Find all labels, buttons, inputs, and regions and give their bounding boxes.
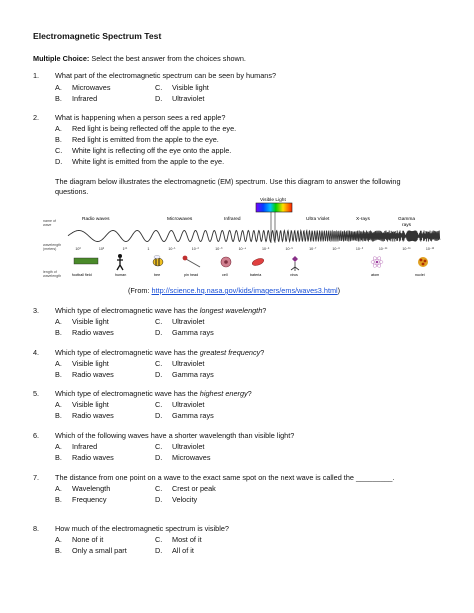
- object-label: cell: [222, 273, 228, 277]
- wavelength-tick-label: 10²: [98, 247, 105, 251]
- option-d-text: White light is emitted from the apple to the eye.: [72, 157, 225, 166]
- bacteria-icon: [251, 257, 264, 267]
- band-gamma-rays: rays: [402, 223, 412, 228]
- option-b-letter: B.: [55, 453, 62, 462]
- option-c-letter: C.: [155, 359, 163, 368]
- diagram-caption: [128, 286, 340, 295]
- option-c-letter: C.: [155, 442, 163, 451]
- question-number: 1.: [33, 71, 40, 80]
- option-a-letter: A.: [55, 359, 62, 368]
- em-spectrum-diagram: [40, 195, 450, 285]
- football-field-icon: [74, 258, 98, 264]
- wavelength-tick-label: 10⁻¹: [168, 247, 176, 251]
- option-c-text: Most of it: [172, 535, 202, 544]
- wavelength-tick-label: 10⁻⁷: [309, 247, 317, 251]
- option-d-text: All of it: [172, 546, 194, 555]
- virus-icon: [291, 256, 299, 271]
- band-xrays: X-rays: [356, 217, 370, 222]
- option-d-letter: D.: [55, 157, 63, 166]
- nuclei-icon: [418, 257, 428, 267]
- option-a-text: Infrared: [72, 442, 98, 451]
- option-a-text: Visible light: [72, 400, 109, 409]
- question-text: Which type of electromagnetic wave has the highest energy?: [55, 389, 252, 398]
- option-a-text: Red light is being reflected off the apple to the eye.: [72, 124, 237, 133]
- option-a-letter: A.: [55, 535, 62, 544]
- option-c-text: Ultraviolet: [172, 442, 205, 451]
- visible-light-band: [256, 203, 292, 212]
- option-b-letter: B.: [55, 546, 62, 555]
- object-label: pin head: [184, 273, 199, 277]
- wave-line: [68, 231, 440, 242]
- option-d-text: Gamma rays: [172, 328, 214, 337]
- option-c-text: Visible light: [172, 83, 209, 92]
- option-a-text: Visible light: [72, 317, 109, 326]
- band-ultraviolet: Ultra Violet: [306, 217, 330, 222]
- row-label-length: length of wavelength: [43, 270, 62, 278]
- option-a-letter: A.: [55, 484, 62, 493]
- object-label: nuclei: [415, 273, 425, 277]
- band-infrared: Infrared: [224, 217, 241, 222]
- object-label: bateria: [250, 273, 262, 277]
- question-text: Which type of electromagnetic wave has the longest wavelength?: [55, 306, 267, 315]
- wavelength-tick-label: 10⁻⁵: [262, 247, 270, 251]
- option-a-letter: A.: [55, 83, 62, 92]
- instructions-label: Multiple Choice:: [33, 54, 90, 63]
- question-number: 7.: [33, 473, 40, 482]
- option-b-letter: B.: [55, 135, 62, 144]
- option-d-letter: D.: [155, 495, 163, 504]
- question-text: Which of the following waves have a shorter wavelength than visible light?: [55, 431, 295, 440]
- page-title: Electromagnetic Spectrum Test: [33, 31, 162, 41]
- band-gamma: Gamma: [398, 217, 416, 222]
- option-d-letter: D.: [155, 370, 163, 379]
- option-c-letter: C.: [155, 535, 163, 544]
- instructions: [33, 54, 246, 63]
- option-a-letter: A.: [55, 124, 62, 133]
- question-number: 4.: [33, 348, 40, 357]
- wavelength-tick-label: 10⁻⁸: [332, 247, 340, 251]
- row-label-name: name of wave: [43, 219, 56, 227]
- wavelength-tick-label: 10³: [75, 247, 81, 251]
- wavelength-tick-label: 10⁻¹²: [425, 247, 435, 251]
- instructions-text: Select the best answer from the choices shown.: [89, 54, 246, 63]
- option-d-letter: D.: [155, 94, 163, 103]
- wavelength-tick-label: 10⁻⁹: [355, 247, 364, 251]
- bee-icon: [153, 255, 163, 266]
- option-c-letter: C.: [155, 83, 163, 92]
- question-number: 3.: [33, 306, 40, 315]
- option-c-letter: C.: [155, 484, 163, 493]
- cell-icon: [221, 257, 231, 267]
- option-c-letter: C.: [155, 400, 163, 409]
- question-text: Which type of electromagnetic wave has the greatest frequency?: [55, 348, 265, 357]
- object-label: football field: [72, 273, 92, 277]
- option-b-text: Frequency: [72, 495, 107, 504]
- option-b-text: Radio waves: [72, 453, 114, 462]
- option-d-text: Gamma rays: [172, 370, 214, 379]
- wavelength-tick-label: 1⁰¹: [122, 247, 128, 251]
- option-d-text: Gamma rays: [172, 411, 214, 420]
- option-d-text: Velocity: [172, 495, 198, 504]
- source-link[interactable]: http://science.hq.nasa.gov/kids/imagers/ems/waves3.html: [151, 286, 338, 295]
- option-c-letter: C.: [55, 146, 63, 155]
- question-number: 8.: [33, 524, 40, 533]
- wavelength-tick-label: 10⁻⁶: [285, 247, 293, 251]
- option-c-text: Ultraviolet: [172, 317, 205, 326]
- wavelength-ticks: [75, 247, 435, 251]
- wavelength-tick-label: 10⁻¹⁰: [378, 247, 388, 251]
- option-a-text: Visible light: [72, 359, 109, 368]
- row-label-wavelength: wavelength (meters): [43, 243, 62, 251]
- option-b-letter: B.: [55, 495, 62, 504]
- option-a-letter: A.: [55, 442, 62, 451]
- option-c-letter: C.: [155, 317, 163, 326]
- option-c-text: Ultraviolet: [172, 359, 205, 368]
- option-d-letter: D.: [155, 411, 163, 420]
- question-text: The distance from one point on a wave to the exact same spot on the next wave is called the _________.: [55, 473, 395, 482]
- caption-suffix: ): [337, 286, 341, 295]
- option-d-letter: D.: [155, 546, 163, 555]
- object-label: atom: [371, 273, 380, 277]
- option-b-text: Infrared: [72, 94, 98, 103]
- object-label: human: [115, 273, 127, 277]
- option-b-letter: B.: [55, 370, 62, 379]
- option-a-text: None of it: [72, 535, 104, 544]
- caption-prefix: (From:: [128, 286, 152, 295]
- wavelength-tick-label: 10⁻³: [215, 247, 223, 251]
- option-b-text: Red light is emitted from the apple to the eye.: [72, 135, 219, 144]
- question-text: How much of the electromagnetic spectrum is visible?: [55, 524, 229, 533]
- option-d-letter: D.: [155, 328, 163, 337]
- atom-icon: [371, 256, 383, 269]
- question-text: What part of the electromagnetic spectrum can be seen by humans?: [55, 71, 277, 80]
- human-icon: [117, 254, 123, 270]
- option-c-text: White light is reflecting off the eye onto the apple.: [72, 146, 232, 155]
- option-d-text: Microwaves: [172, 453, 211, 462]
- option-b-text: Radio waves: [72, 370, 114, 379]
- object-label: bee: [154, 273, 161, 277]
- option-c-text: Ultraviolet: [172, 400, 205, 409]
- object-icons: [74, 254, 428, 271]
- option-a-letter: A.: [55, 400, 62, 409]
- wavelength-tick-label: 10⁻²: [191, 247, 199, 251]
- option-b-text: Only a small part: [72, 546, 127, 555]
- option-a-text: Microwaves: [72, 83, 111, 92]
- wavelength-tick-label: 1: [147, 247, 150, 251]
- option-d-text: Ultraviolet: [172, 94, 205, 103]
- option-b-text: Radio waves: [72, 328, 114, 337]
- pin-head-icon: [183, 256, 200, 267]
- object-label: virus: [290, 273, 298, 277]
- option-c-text: Crest or peak: [172, 484, 216, 493]
- question-number: 6.: [33, 431, 40, 440]
- band-radio: Radio waves: [82, 217, 110, 222]
- wavelength-tick-label: 10⁻⁴: [238, 247, 247, 251]
- band-microwaves: Microwaves: [167, 217, 193, 222]
- option-d-letter: D.: [155, 453, 163, 462]
- option-b-text: Radio waves: [72, 411, 114, 420]
- option-a-letter: A.: [55, 317, 62, 326]
- option-b-letter: B.: [55, 411, 62, 420]
- diagram-intro: The diagram below illustrates the electromagnetic (EM) spectrum. Use this diagram to answer the following: [55, 177, 401, 186]
- diagram-intro-2: questions.: [55, 187, 89, 196]
- question-number: 2.: [33, 113, 40, 122]
- question-text: What is happening when a person sees a red apple?: [55, 113, 226, 122]
- wavelength-tick-label: 10⁻¹¹: [402, 247, 411, 251]
- question-number: 5.: [33, 389, 40, 398]
- option-b-letter: B.: [55, 328, 62, 337]
- option-a-text: Wavelength: [72, 484, 111, 493]
- option-b-letter: B.: [55, 94, 62, 103]
- band-visible: Visible Light: [260, 198, 286, 203]
